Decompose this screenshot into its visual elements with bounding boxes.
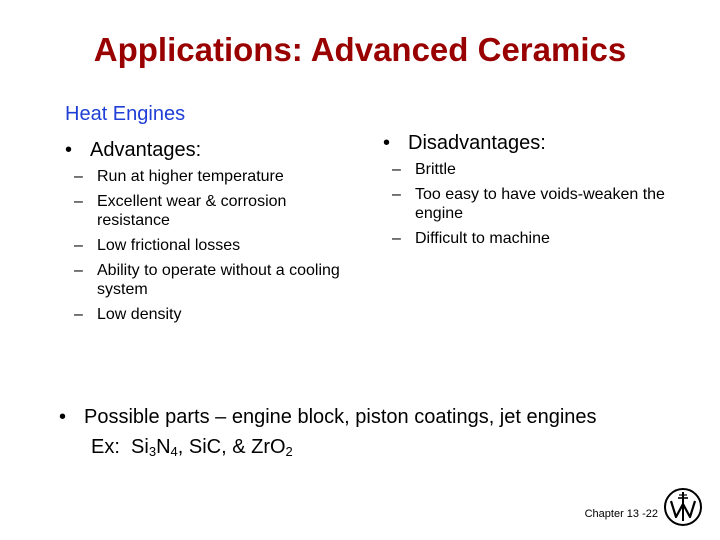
dash-icon: –	[74, 237, 83, 254]
section-subheading: Heat Engines	[65, 103, 186, 125]
list-item	[383, 229, 683, 248]
dash-icon: –	[74, 262, 83, 279]
list-item	[65, 261, 355, 299]
possible-parts-text: Possible parts – engine block, piston coatings, jet engines	[84, 406, 597, 428]
example-formula	[59, 435, 709, 459]
dash-icon: –	[392, 186, 401, 203]
dash-icon: –	[392, 230, 401, 247]
formula-subscript: 3	[148, 444, 157, 459]
chapter-page-label: Chapter 13 -22	[584, 508, 658, 520]
list-item	[65, 305, 355, 324]
example-prefix: Ex:	[91, 436, 120, 458]
formula-subscript: 4	[170, 444, 178, 459]
disadvantages-list	[383, 160, 683, 248]
list-item-text: Too easy to have voids-weaken the engine	[415, 186, 665, 222]
list-item	[383, 185, 683, 223]
bullet-icon: •	[383, 132, 391, 154]
bullet-icon: •	[65, 139, 73, 161]
dash-icon: –	[74, 306, 83, 323]
formula-part: , SiC, & ZrO	[177, 436, 286, 458]
list-item	[65, 236, 355, 255]
dash-icon: –	[74, 193, 83, 210]
bullet-icon: •	[59, 406, 67, 428]
advantages-list	[65, 167, 355, 324]
possible-parts-bullet	[59, 405, 709, 429]
list-item	[65, 192, 355, 230]
disadvantages-heading-text: Disadvantages:	[408, 132, 546, 154]
list-item-text: Low frictional losses	[97, 237, 241, 254]
formula-part: N	[156, 436, 171, 458]
advantages-heading-text: Advantages:	[90, 139, 202, 161]
list-item-text: Low density	[97, 306, 182, 323]
list-item-text: Run at higher temperature	[97, 168, 284, 185]
slide-title: Applications: Advanced Ceramics	[93, 31, 627, 68]
list-item-text: Excellent wear & corrosion resistance	[97, 193, 287, 229]
formula-part: Si	[131, 436, 149, 458]
list-item-text: Brittle	[415, 161, 456, 178]
disadvantages-heading	[383, 131, 683, 155]
advantages-column	[65, 138, 355, 330]
list-item	[65, 167, 355, 186]
disadvantages-column	[383, 131, 683, 254]
formula-subscript: 2	[285, 444, 293, 459]
wiley-logo-icon	[663, 487, 703, 527]
dash-icon: –	[74, 168, 83, 185]
list-item-text: Difficult to machine	[415, 230, 550, 247]
list-item	[383, 160, 683, 179]
possible-parts-section	[59, 405, 709, 459]
dash-icon: –	[392, 161, 401, 178]
list-item-text: Ability to operate without a cooling system	[97, 262, 340, 298]
advantages-heading	[65, 138, 355, 162]
